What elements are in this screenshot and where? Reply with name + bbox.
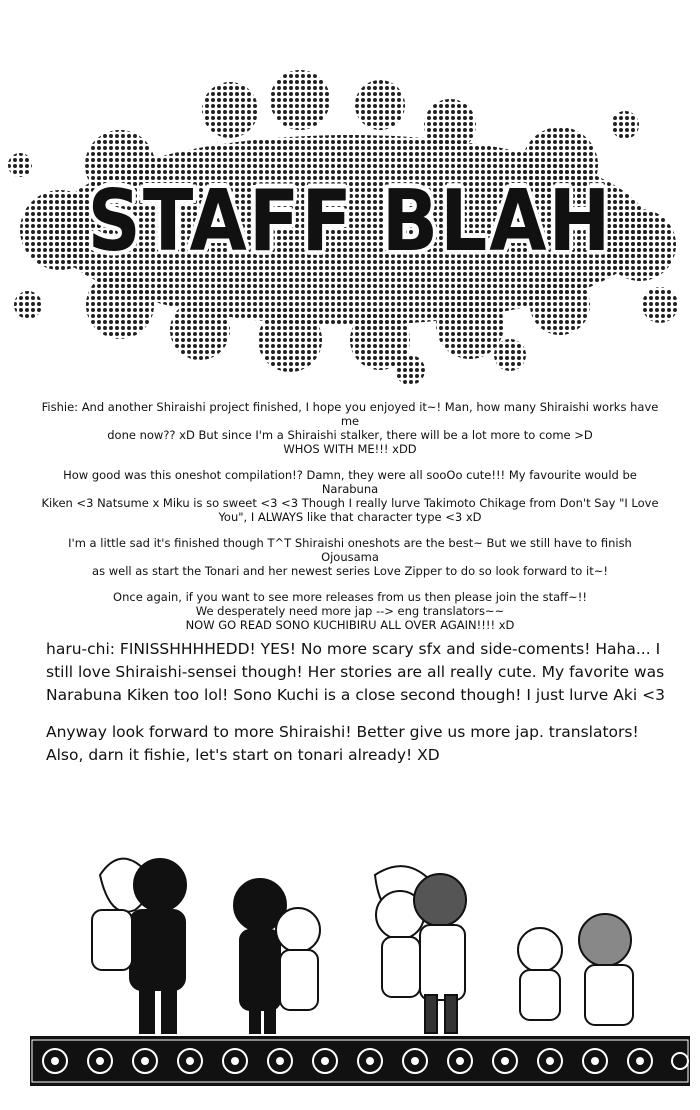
haru-paragraph-2 <box>46 721 676 767</box>
chibi-pair-carry <box>92 859 186 1033</box>
chibi-pair-cheek <box>375 866 466 1033</box>
text-line: Narabuna Kiken too lol! Sono Kuchi is a close second though! I just lurve Aki <3 <box>46 686 665 704</box>
text-line: done now?? xD But since I'm a Shiraishi stalker, there will be a lot more to come >D <box>107 428 593 442</box>
fishie-paragraph-4 <box>40 590 660 632</box>
fishie-paragraph-2 <box>40 468 660 524</box>
text-line: Once again, if you want to see more releases from us then please join the staff~!! <box>113 590 587 604</box>
chibi-characters-illustration <box>30 835 690 1050</box>
text-line: Fishie: And another Shiraishi project finished, I hope you enjoyed it~! Man, how many Shiraishi works have me <box>41 400 659 428</box>
text-line: NOW GO READ SONO KUCHIBIRU ALL OVER AGAIN!!!! xD <box>185 618 515 632</box>
text-line: We desperately need more jap --> eng translators~~ <box>195 604 505 618</box>
fishie-paragraph-1 <box>40 400 660 456</box>
haru-chi-note <box>46 638 676 781</box>
page-title: STAFF BLAH <box>87 171 613 271</box>
text-line: Also, darn it fishie, let's start on tonari already! XD <box>46 746 440 764</box>
chibi-pair-sitting <box>518 914 633 1025</box>
text-line: I'm a little sad it's finished though T^T Shiraishi oneshots are the best~ But we still have to finish Ojousama <box>68 536 632 564</box>
text-line: as well as start the Tonari and her newest series Love Zipper to do so look forward to it~! <box>92 564 608 578</box>
fishie-note <box>40 400 660 644</box>
text-line: haru-chi: FINISSHHHHEDD! YES! No more scary sfx and side-coments! Haha... I <box>46 640 661 658</box>
chibi-pair-hug <box>234 879 320 1033</box>
text-line: WHOS WITH ME!!! xDD <box>283 442 417 456</box>
text-line: Anyway look forward to more Shiraishi! Better give us more jap. translators! <box>46 723 639 741</box>
haru-paragraph-1 <box>46 638 676 707</box>
text-line: still love Shiraishi-sensei though! Her stories are all really cute. My favorite was <box>46 663 665 681</box>
decorative-border-strip <box>30 1036 690 1086</box>
text-line: Kiken <3 Natsume x Miku is so sweet <3 <3 Though I really lurve Takimoto Chikage from Don't Say "I Love <box>41 496 659 510</box>
fishie-paragraph-3 <box>40 536 660 578</box>
text-line: How good was this oneshot compilation!? Damn, they were all sooOo cute!!! My favourite would be Narabuna <box>63 468 637 496</box>
text-line: You", I ALWAYS like that character type <3 xD <box>218 510 482 524</box>
